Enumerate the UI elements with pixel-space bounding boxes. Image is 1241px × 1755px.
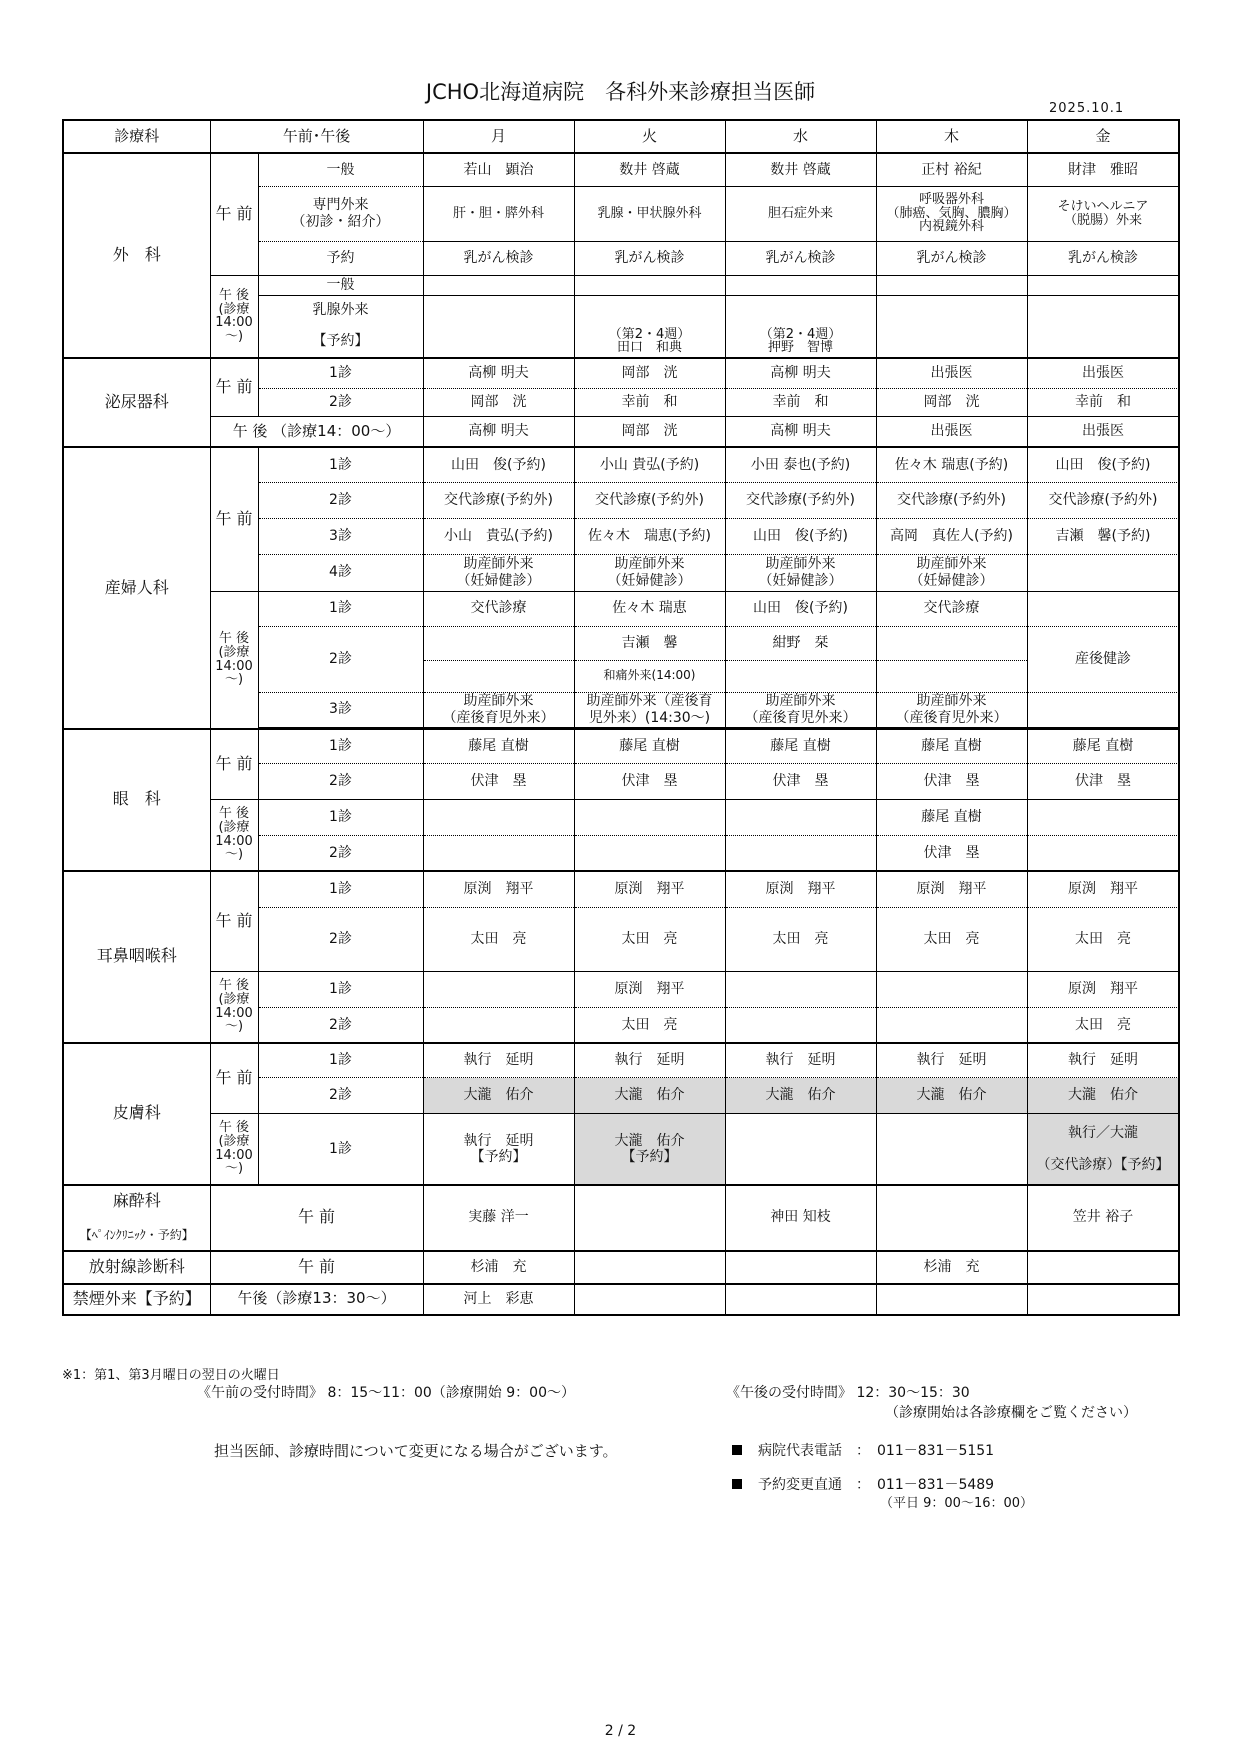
derm-am1-mon: 執行 延明 <box>423 1043 574 1078</box>
obgyn-am1-wed: 小田 泰也(予約) <box>725 447 876 482</box>
header-ampm: 午前･午後 <box>210 120 423 153</box>
ophth-am2-tue: 伏津 塁 <box>574 764 725 800</box>
obgyn-pm1-row <box>63 591 1179 626</box>
obgyn-pm1-mon: 交代診療 <box>423 591 574 626</box>
smoking-row <box>63 1284 1179 1315</box>
urology-am1-wed: 高柳 明夫 <box>725 358 876 388</box>
dept-smoking: 禁煙外来【予約】 <box>63 1284 210 1315</box>
ophth-pm1-row <box>63 800 1179 836</box>
urology-am1-thu: 出張医 <box>876 358 1027 388</box>
surgery-general-tue: 数井 啓蔵 <box>574 153 725 186</box>
derm-am2-mon: 大瀧 佑介 <box>423 1078 574 1114</box>
ent-am1-tue: 原渕 翔平 <box>574 871 725 908</box>
urology-pm-fri: 出張医 <box>1027 416 1179 447</box>
obgyn-am-diag3: 3診 <box>258 518 423 554</box>
obgyn-am2-fri: 交代診療(予約外) <box>1027 482 1179 518</box>
ophth-pm-label: 午 後 (診療 14:00 ～) <box>210 800 258 871</box>
derm-pm-tue: 大瀧 佑介 【予約】 <box>574 1114 725 1185</box>
obgyn-am2-tue: 交代診療(予約外) <box>574 482 725 518</box>
derm-am1-row <box>63 1043 1179 1078</box>
surgery-general-wed: 数井 啓蔵 <box>725 153 876 186</box>
dept-derm: 皮膚科 <box>63 1043 210 1185</box>
obgyn-am-diag2: 2診 <box>258 482 423 518</box>
obgyn-am4-tue: 助産師外来 （妊婦健診） <box>574 554 725 591</box>
smoking-ampm: 午後（診療13：30～） <box>210 1284 423 1315</box>
derm-am1-fri: 執行 延明 <box>1027 1043 1179 1078</box>
surgery-special-tue: 乳腺・甲状腺外科 <box>574 186 725 241</box>
bullet-square-icon <box>732 1445 742 1455</box>
derm-am-label: 午 前 <box>210 1043 258 1114</box>
obgyn-pm1-tue: 佐々木 瑞恵 <box>574 591 725 626</box>
obgyn-am4-wed: 助産師外来 （妊婦健診） <box>725 554 876 591</box>
derm-am1-wed: 執行 延明 <box>725 1043 876 1078</box>
ent-am1-row <box>63 871 1179 908</box>
ophth-am1-tue: 藤尾 直樹 <box>574 729 725 764</box>
ent-pm-diag2: 2診 <box>258 1008 423 1043</box>
issue-date: 2025.10.1 <box>1049 101 1125 116</box>
urology-am2-wed: 幸前 和 <box>725 388 876 416</box>
obgyn-pm1-fri <box>1027 591 1179 626</box>
derm-pm-mon: 執行 延明 【予約】 <box>423 1114 574 1185</box>
surgery-general-row <box>63 153 1179 186</box>
obgyn-am1-row <box>63 447 1179 482</box>
urology-am1-fri: 出張医 <box>1027 358 1179 388</box>
surgery-general-mon: 若山 顕治 <box>423 153 574 186</box>
urology-am2-mon: 岡部 洸 <box>423 388 574 416</box>
urology-pm-mon: 高柳 明夫 <box>423 416 574 447</box>
derm-am-diag1: 1診 <box>258 1043 423 1078</box>
ophth-pm-diag2: 2診 <box>258 836 423 871</box>
urology-pm-tue: 岡部 洸 <box>574 416 725 447</box>
obgyn-am2-mon: 交代診療(予約外) <box>423 482 574 518</box>
dept-surgery: 外 科 <box>63 153 210 358</box>
obgyn-pm1-wed: 山田 俊(予約) <box>725 591 876 626</box>
ent-am2-mon: 太田 亮 <box>423 908 574 972</box>
urology-diag1: 1診 <box>258 358 423 388</box>
ent-am-diag1: 1診 <box>258 871 423 908</box>
bullet-square-icon <box>732 1479 742 1489</box>
ophth-am2-mon: 伏津 塁 <box>423 764 574 800</box>
smoking-mon: 河上 彩恵 <box>423 1284 574 1315</box>
ent-am1-mon: 原渕 翔平 <box>423 871 574 908</box>
obgyn-am-diag1: 1診 <box>258 447 423 482</box>
ent-am2-wed: 太田 亮 <box>725 908 876 972</box>
surgery-reserve-tue: 乳がん検診 <box>574 241 725 275</box>
header-tue: 火 <box>574 120 725 153</box>
anest-ampm: 午 前 <box>210 1185 423 1251</box>
ophth-pm1-thu: 藤尾 直樹 <box>876 800 1027 836</box>
ent-am1-fri: 原渕 翔平 <box>1027 871 1179 908</box>
schedule-table <box>62 119 1180 1316</box>
note-pm-reception: 《午後の受付時間》 12：30～15：30 <box>726 1385 970 1401</box>
ent-pm-diag1: 1診 <box>258 972 423 1008</box>
ophth-am2-wed: 伏津 塁 <box>725 764 876 800</box>
surgery-am-label: 午 前 <box>210 153 258 275</box>
derm-am2-thu: 大瀧 佑介 <box>876 1078 1027 1114</box>
ent-am-diag2: 2診 <box>258 908 423 972</box>
obgyn-am3-mon: 小山 貴弘(予約) <box>423 518 574 554</box>
surgery-pm-general-label: 一般 <box>258 275 423 295</box>
urology-pm-wed: 高柳 明夫 <box>725 416 876 447</box>
obgyn-am3-tue: 佐々木 瑞恵(予約) <box>574 518 725 554</box>
ophth-am-diag1: 1診 <box>258 729 423 764</box>
derm-pm-diag1: 1診 <box>258 1114 423 1185</box>
derm-am1-thu: 執行 延明 <box>876 1043 1027 1078</box>
ent-am2-thu: 太田 亮 <box>876 908 1027 972</box>
obgyn-pm3-thu: 助産師外来 （産後育児外来） <box>876 692 1027 727</box>
obgyn-am4-mon: 助産師外来 （妊婦健診） <box>423 554 574 591</box>
surgery-special-fri: そけいヘルニア （脱腸）外来 <box>1027 186 1179 241</box>
obgyn-am3-thu: 高岡 真佐人(予約) <box>876 518 1027 554</box>
radiology-ampm: 午 前 <box>210 1251 423 1284</box>
note-footnote: ※1：第1、第3月曜日の翌日の火曜日 <box>62 1368 280 1383</box>
urology-am1-tue: 岡部 洸 <box>574 358 725 388</box>
ophth-am1-fri: 藤尾 直樹 <box>1027 729 1179 764</box>
surgery-special-label: 専門外来 （初診・紹介） <box>258 186 423 241</box>
derm-am2-wed: 大瀧 佑介 <box>725 1078 876 1114</box>
ent-am2-tue: 太田 亮 <box>574 908 725 972</box>
surgery-reserve-fri: 乳がん検診 <box>1027 241 1179 275</box>
surgery-pm-tue: （第2・4週） 田口 和典 <box>574 295 725 358</box>
header-row <box>63 120 1179 153</box>
urology-am2-thu: 岡部 洸 <box>876 388 1027 416</box>
ent-am1-wed: 原渕 翔平 <box>725 871 876 908</box>
surgery-reserve-mon: 乳がん検診 <box>423 241 574 275</box>
surgery-general-label: 一般 <box>258 153 423 186</box>
obgyn-am2-wed: 交代診療(予約外) <box>725 482 876 518</box>
obgyn-pm-label: 午 後 (診療 14:00 ～) <box>210 591 258 729</box>
obgyn-pm3-tue: 助産師外来（産後育 児外来）(14:30～) <box>574 692 725 727</box>
urology-pm-thu: 出張医 <box>876 416 1027 447</box>
urology-am1-row <box>63 358 1179 388</box>
obgyn-am1-tue: 小山 貴弘(予約) <box>574 447 725 482</box>
urology-diag2: 2診 <box>258 388 423 416</box>
obgyn-pm2-tue: 吉瀬 馨 <box>574 626 725 660</box>
surgery-reserve-label: 予約 <box>258 241 423 275</box>
obgyn-pm3-wed: 助産師外来 （産後育児外来） <box>725 692 876 727</box>
surgery-pm-wed: （第2・4週） 押野 智博 <box>725 295 876 358</box>
surgery-general-fri: 財津 雅昭 <box>1027 153 1179 186</box>
obgyn-am-diag4: 4診 <box>258 554 423 591</box>
obgyn-am1-thu: 佐々木 瑞恵(予約) <box>876 447 1027 482</box>
ent-pm-label: 午 後 (診療 14:00 ～) <box>210 972 258 1043</box>
surgery-reserve-thu: 乳がん検診 <box>876 241 1027 275</box>
anest-row <box>63 1185 1179 1251</box>
obgyn-pm-diag2: 2診 <box>258 626 423 692</box>
derm-am1-tue: 執行 延明 <box>574 1043 725 1078</box>
header-thu: 木 <box>876 120 1027 153</box>
ophth-am-label: 午 前 <box>210 729 258 800</box>
dept-obgyn: 産婦人科 <box>63 447 210 729</box>
note-am-reception: 《午前の受付時間》 8：15～11：00（診療開始 9：00～） <box>197 1385 575 1401</box>
anest-wed: 神田 知枝 <box>725 1185 876 1251</box>
ophth-am2-fri: 伏津 塁 <box>1027 764 1179 800</box>
ent-pm2-fri: 太田 亮 <box>1027 1008 1179 1043</box>
page-number: 2 / 2 <box>604 1723 637 1739</box>
surgery-special-thu: 呼吸器外科 （肺癌、気胸、膿胸） 内視鏡外科 <box>876 186 1027 241</box>
ent-am2-fri: 太田 亮 <box>1027 908 1179 972</box>
surgery-pm-reserve-label: 【予約】 <box>258 325 423 358</box>
ophth-am1-mon: 藤尾 直樹 <box>423 729 574 764</box>
obgyn-pm2-fri: 産後健診 <box>1027 626 1179 692</box>
anest-mon: 実藤 洋一 <box>423 1185 574 1251</box>
radiology-thu: 杉浦 充 <box>876 1251 1027 1284</box>
derm-pm-fri: 執行／大瀧 （交代診療）【予約】 <box>1027 1114 1179 1185</box>
ophth-am-diag2: 2診 <box>258 764 423 800</box>
surgery-pm-label: 午 後 (診療 14:00 ～) <box>210 275 258 358</box>
dept-anest: 麻酔科 【ﾍﾟｲﾝｸﾘﾆｯｸ・予約】 <box>63 1185 210 1251</box>
dept-ophth: 眼 科 <box>63 729 210 871</box>
ophth-pm-diag1: 1診 <box>258 800 423 836</box>
ophth-am1-row <box>63 729 1179 764</box>
surgery-pm-general-row <box>63 275 1179 295</box>
header-wed: 水 <box>725 120 876 153</box>
urology-am1-mon: 高柳 明夫 <box>423 358 574 388</box>
surgery-special-wed: 胆石症外来 <box>725 186 876 241</box>
urology-am2-fri: 幸前 和 <box>1027 388 1179 416</box>
ent-pm1-tue: 原渕 翔平 <box>574 972 725 1008</box>
header-fri: 金 <box>1027 120 1179 153</box>
obgyn-am1-mon: 山田 俊(予約) <box>423 447 574 482</box>
obgyn-pm2b-tue: 和痛外来(14:00) <box>574 660 725 692</box>
dept-urology: 泌尿器科 <box>63 358 210 447</box>
obgyn-pm2-wed: 紺野 栞 <box>725 626 876 660</box>
header-dept: 診療科 <box>63 120 210 153</box>
ophth-am1-thu: 藤尾 直樹 <box>876 729 1027 764</box>
surgery-pm-breast-label: 乳腺外来 <box>258 295 423 325</box>
page-title: JCHO北海道病院 各科外来診療担当医師 <box>425 80 816 104</box>
obgyn-am2-thu: 交代診療(予約外) <box>876 482 1027 518</box>
obgyn-am1-fri: 山田 俊(予約) <box>1027 447 1179 482</box>
obgyn-am3-fri: 吉瀬 馨(予約) <box>1027 518 1179 554</box>
derm-am2-fri: 大瀧 佑介 <box>1027 1078 1179 1114</box>
obgyn-am3-wed: 山田 俊(予約) <box>725 518 876 554</box>
ophth-pm2-thu: 伏津 塁 <box>876 836 1027 871</box>
note-change: 担当医師、診療時間について変更になる場合がございます。 <box>214 1442 618 1460</box>
surgery-special-mon: 肝・胆・膵外科 <box>423 186 574 241</box>
note-resv: 予約変更直通 ： 011－831－5489 <box>732 1474 994 1494</box>
derm-am-diag2: 2診 <box>258 1078 423 1114</box>
urology-am-label: 午 前 <box>210 358 258 416</box>
note-tel: 病院代表電話 ： 011－831－5151 <box>732 1440 994 1460</box>
obgyn-am-label: 午 前 <box>210 447 258 591</box>
obgyn-pm-diag3: 3診 <box>258 692 423 727</box>
ent-am1-thu: 原渕 翔平 <box>876 871 1027 908</box>
obgyn-pm-diag1: 1診 <box>258 591 423 626</box>
obgyn-pm1-thu: 交代診療 <box>876 591 1027 626</box>
dept-ent: 耳鼻咽喉科 <box>63 871 210 1043</box>
obgyn-am4-thu: 助産師外来 （妊婦健診） <box>876 554 1027 591</box>
ophth-am1-wed: 藤尾 直樹 <box>725 729 876 764</box>
surgery-general-thu: 正村 裕紀 <box>876 153 1027 186</box>
derm-pm-label: 午 後 (診療 14:00 ～) <box>210 1114 258 1185</box>
dept-radiology: 放射線診断科 <box>63 1251 210 1284</box>
ent-am-label: 午 前 <box>210 871 258 972</box>
ent-pm1-fri: 原渕 翔平 <box>1027 972 1179 1008</box>
anest-fri: 笠井 裕子 <box>1027 1185 1179 1251</box>
ent-pm2-tue: 太田 亮 <box>574 1008 725 1043</box>
radiology-mon: 杉浦 充 <box>423 1251 574 1284</box>
urology-pm-row <box>63 416 1179 447</box>
urology-am2-tue: 幸前 和 <box>574 388 725 416</box>
ophth-am2-thu: 伏津 塁 <box>876 764 1027 800</box>
header-mon: 月 <box>423 120 574 153</box>
radiology-row <box>63 1251 1179 1284</box>
surgery-reserve-wed: 乳がん検診 <box>725 241 876 275</box>
obgyn-pm3-mon: 助産師外来 （産後育児外来） <box>423 692 574 727</box>
ent-pm1-row <box>63 972 1179 1008</box>
derm-am2-tue: 大瀧 佑介 <box>574 1078 725 1114</box>
derm-pm-row <box>63 1114 1179 1185</box>
note-pm-reception-detail: （診療開始は各診療欄をご覧ください） <box>885 1405 1137 1421</box>
urology-pm-label: 午 後 （診療14：00～） <box>210 416 423 447</box>
note-resv-hours: （平日 9：00～16：00） <box>880 1496 1034 1511</box>
